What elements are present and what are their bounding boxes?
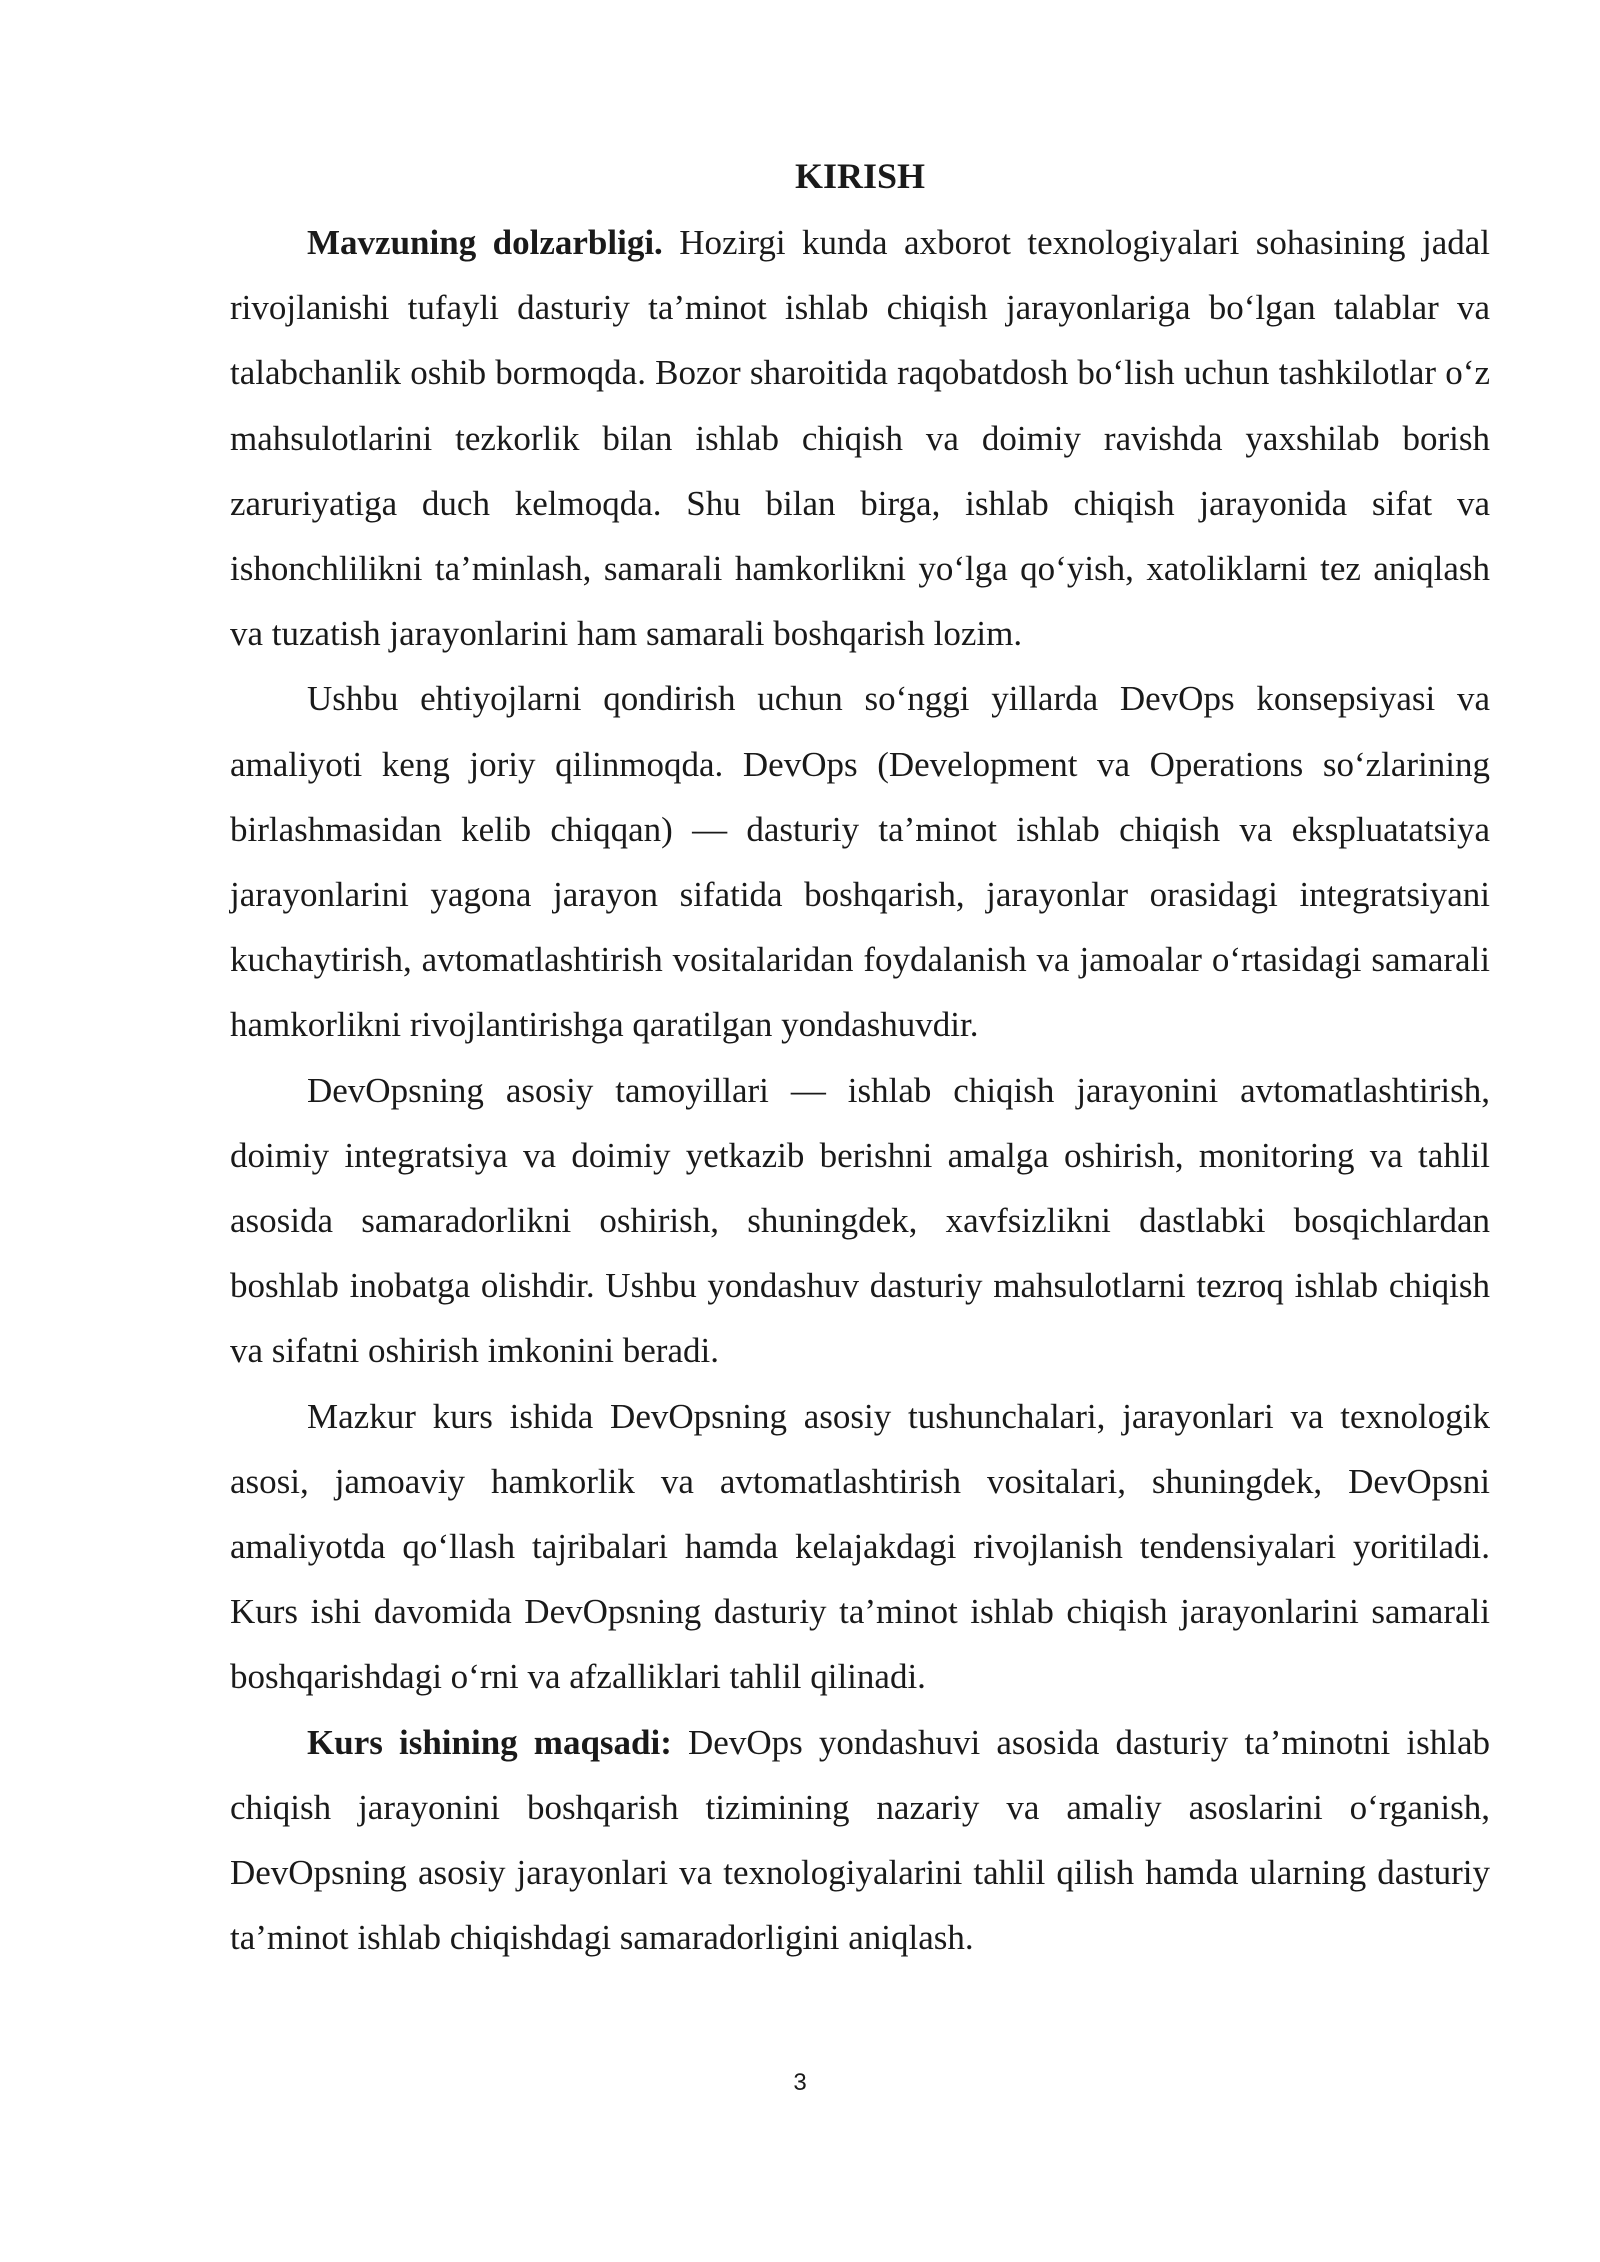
paragraph-relevance bbox=[230, 210, 1490, 666]
document-body bbox=[230, 210, 1490, 1970]
page-number: 3 bbox=[793, 2069, 807, 2096]
paragraph-lead: Mavzuning dolzarbligi. bbox=[307, 223, 663, 262]
paragraph-text: DevOpsning asosiy tamoyillari — ishlab chiqish jarayonini avtomatlashtirish, doimiy integratsiya va doimiy yetkazib berishni amalga oshirish, monitoring va tahlil asosida samaradorlikni oshirish, shuningdek, xavfsizlikni dastlabki bosqichlardan boshlab inobatga olishdir. Ushbu yondashuv dasturiy mahsulotlarni tezroq ishlab chiqish va sifatni oshirish imkonini beradi. bbox=[230, 1070, 1490, 1371]
paragraph-text: Hozirgi kunda axborot texnologiyalari sohasining jadal rivojlanishi tufayli dasturiy ta’minot ishlab chiqish jarayonlariga bo‘lgan talablar va talabchanlik oshib bormoqda. Bozor sharoitida raqobatdosh bo‘lish uchun tashkilotlar o‘z mahsulotlarini tezkorlik bilan ishlab chiqish va doimiy ravishda yaxshilab borish zaruriyatiga duch kelmoqda. Shu bilan birga, ishlab chiqish jarayonida sifat va ishonchlilikni ta’minlash, samarali hamkorlikni yo‘lga qo‘yish, xatoliklarni tez aniqlash va tuzatish jarayonlarini ham samarali boshqarish lozim. bbox=[230, 223, 1490, 654]
paragraph-text: Mazkur kurs ishida DevOpsning asosiy tushunchalari, jarayonlari va texnologik asosi, jamoaviy hamkorlik va avtomatlashtirish vositalari, shuningdek, DevOpsni amaliyotda qo‘llash tajribalari hamda kelajakdagi rivojlanish tendensiyalari yoritiladi. Kurs ishi davomida DevOpsning dasturiy ta’minot ishlab chiqish jarayonlarini samarali boshqarishdagi o‘rni va afzalliklari tahlil qilinadi. bbox=[230, 1396, 1490, 1697]
section-heading: KIRISH bbox=[794, 156, 926, 196]
paragraph-devops-principles bbox=[230, 1058, 1490, 1384]
paragraph-course-scope bbox=[230, 1384, 1490, 1710]
paragraph-text: DevOps yondashuvi asosida dasturiy ta’minotni ishlab chiqish jarayonini boshqarish tizimining nazariy va amaliy asoslarini o‘rganish, DevOpsning asosiy jarayonlari va texnologiyalarini tahlil qilish hamda ularning dasturiy ta’minot ishlab chiqishdagi samaradorligini aniqlash. bbox=[230, 1722, 1490, 1958]
paragraph-devops-intro bbox=[230, 666, 1490, 1057]
paragraph-text: Ushbu ehtiyojlarni qondirish uchun so‘nggi yillarda DevOps konsepsiyasi va amaliyoti keng joriy qilinmoqda. DevOps (Development va Operations so‘zlarining birlashmasidan kelib chiqqan) — dasturiy ta’minot ishlab chiqish va ekspluatatsiya jarayonlarini yagona jarayon sifatida boshqarish, jarayonlar orasidagi integratsiyani kuchaytirish, avtomatlashtirish vositalaridan foydalanish va jamoalar o‘rtasidagi samarali hamkorlikni rivojlantirishga qaratilgan yondashuvdir. bbox=[230, 679, 1490, 1045]
paragraph-lead: Kurs ishining maqsadi: bbox=[307, 1722, 672, 1762]
paragraph-course-goal bbox=[230, 1710, 1490, 1971]
